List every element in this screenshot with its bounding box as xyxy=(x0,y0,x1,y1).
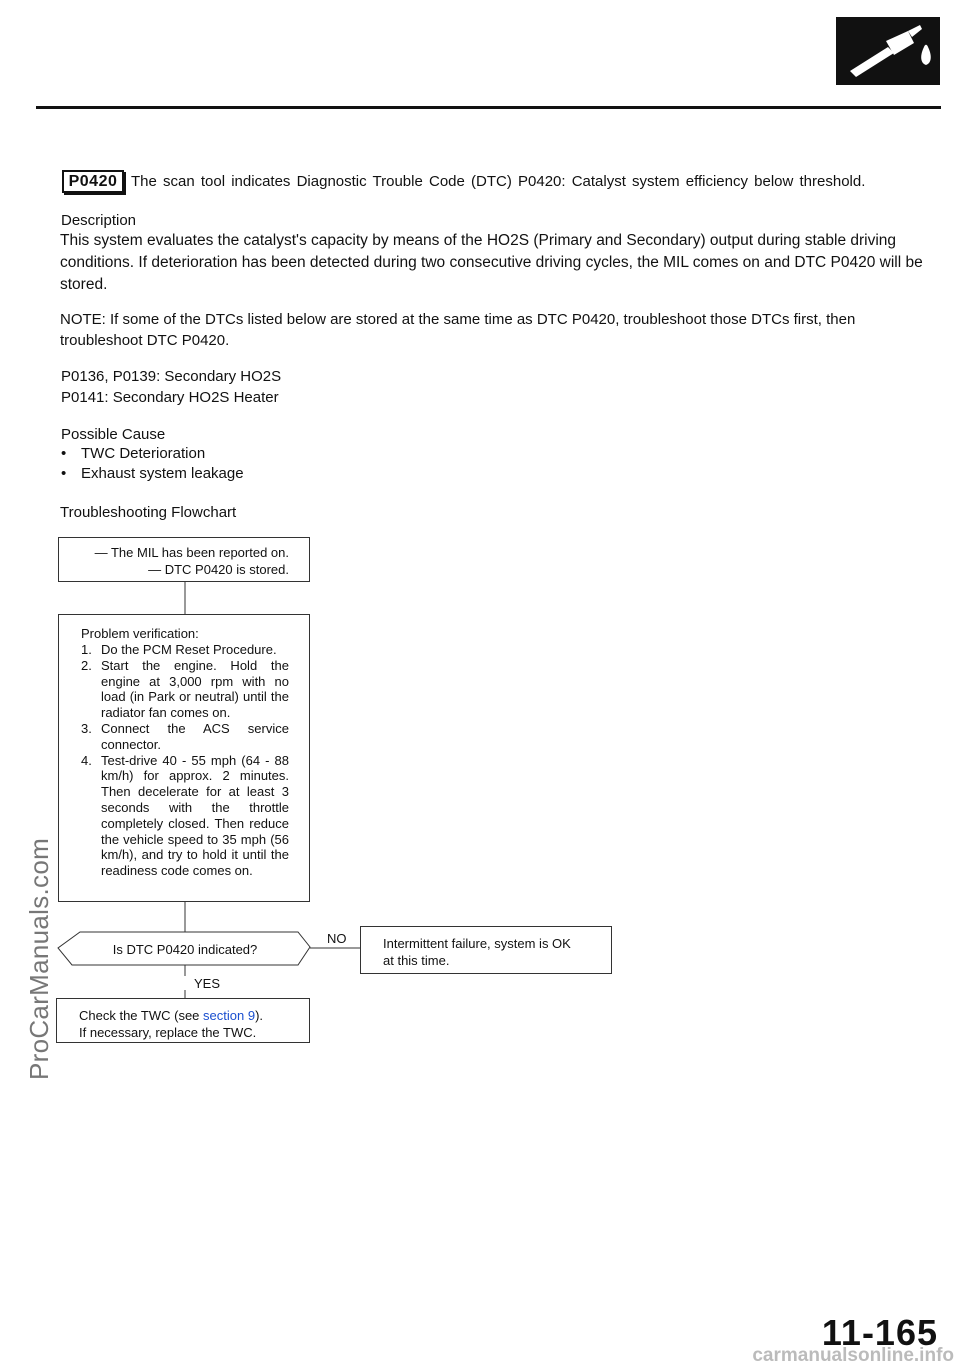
start-condition: — The MIL has been reported on. xyxy=(94,545,289,560)
related-dtc-item: P0136, P0139: Secondary HO2S xyxy=(61,368,282,385)
description-heading: Description xyxy=(61,212,137,229)
flowchart-heading: Troubleshooting Flowchart xyxy=(60,504,237,521)
yes-result-box xyxy=(56,998,310,1043)
no-branch-label: NO xyxy=(327,931,347,946)
decision-question: Is DTC P0420 indicated? xyxy=(112,942,258,957)
result-text: ). xyxy=(255,1008,264,1023)
dtc-header-text: The scan tool indicates Diagnostic Trouble Code (DTC) P0420: Catalyst system efficiency below threshold. xyxy=(131,173,866,190)
note-text: NOTE: If some of the DTCs listed below are stored at the same time as DTC P0420, troubleshoot those DTCs first, then troubleshoot DTC P0420. xyxy=(60,311,856,349)
result-line xyxy=(79,1007,309,1024)
verification-title: Problem verification: xyxy=(81,626,199,641)
section-9-link[interactable]: section 9 xyxy=(203,1008,256,1023)
related-dtc-item: P0141: Secondary HO2S Heater xyxy=(61,389,279,406)
flowchart-start-box xyxy=(58,537,310,582)
step-text: Start the engine. Hold the engine at 3,000 rpm with no load (in Park or neutral) until the radiator fan comes on. xyxy=(101,657,289,721)
dtc-code-badge: P0420 xyxy=(62,170,124,193)
verification-step xyxy=(81,642,289,658)
step-number: 3. xyxy=(81,720,92,736)
verification-steps xyxy=(81,642,289,879)
description-body: This system evaluates the catalyst's capacity by means of the HO2S (Primary and Secondary) output during stable driving conditions. If deterioration has been detected during two consecutive driving cycles, the MIL comes on and DTC P0420 will be stored. xyxy=(60,232,923,293)
result-text: Check the TWC (see xyxy=(79,1008,204,1023)
step-number: 1. xyxy=(81,642,92,657)
bullet: • xyxy=(61,445,67,462)
result-line: Intermittent failure, system is OK xyxy=(383,936,571,951)
footer-site-text: carmanualsonline.info xyxy=(752,1345,954,1366)
cause-text: TWC Deterioration xyxy=(81,445,206,462)
problem-verification-box xyxy=(58,614,310,902)
result-line: If necessary, replace the TWC. xyxy=(79,1025,257,1040)
step-text: Connect the ACS service connector. xyxy=(101,720,289,752)
possible-cause-heading: Possible Cause xyxy=(61,426,166,443)
step-number: 2. xyxy=(81,657,92,673)
verification-step xyxy=(81,753,289,879)
step-text: Test-drive 40 - 55 mph (64 - 88 km/h) for approx. 2 minutes. Then decelerate for at least 3 seconds with the throttle completely closed. Then reduce the vehicle speed to 35 mph (56 km/h), and try to hold it until the readiness code comes on. xyxy=(101,752,289,879)
verification-step xyxy=(81,658,289,721)
watermark-text: ProCarManuals.com xyxy=(24,837,54,1080)
cause-text: Exhaust system leakage xyxy=(81,465,244,482)
yes-branch-label: YES xyxy=(194,976,221,991)
result-line: at this time. xyxy=(383,953,450,968)
no-result-box xyxy=(360,926,612,974)
bullet: • xyxy=(61,465,67,482)
page-number: 11-165 xyxy=(821,1312,938,1353)
verification-step xyxy=(81,721,289,753)
step-number: 4. xyxy=(81,752,92,768)
start-condition: — DTC P0420 is stored. xyxy=(148,562,289,577)
step-text: Do the PCM Reset Procedure. xyxy=(101,642,277,657)
